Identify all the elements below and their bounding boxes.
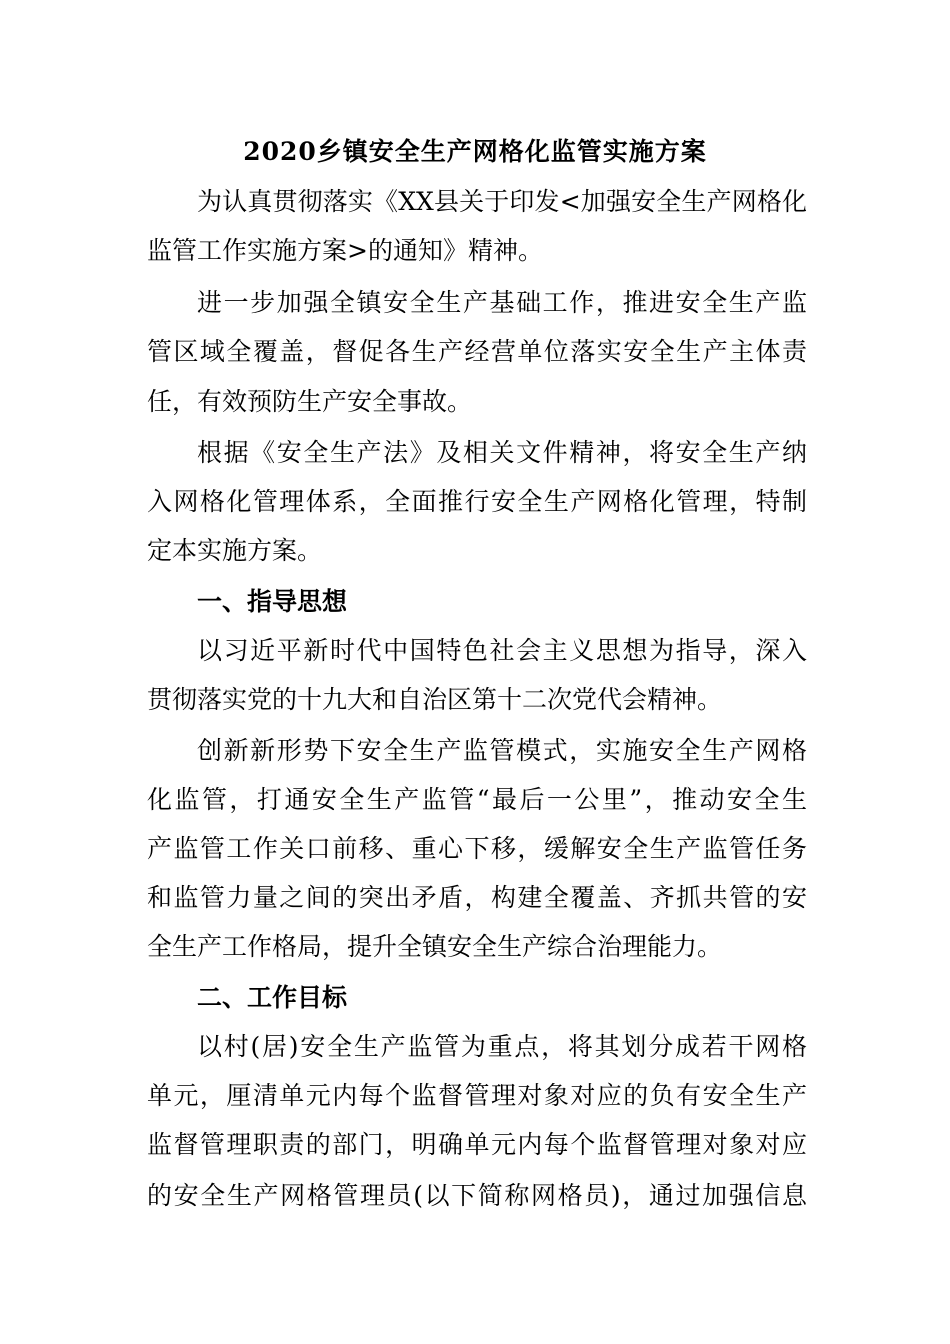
paragraph-line: 根据《安全生产法》及相关文件精神，将安全生产纳 <box>197 438 807 467</box>
paragraph-line: 以习近平新时代中国特色社会主义思想为指导，深入 <box>197 636 807 665</box>
paragraph-line: 管区域全覆盖，督促各生产经营单位落实安全生产主体责 <box>147 337 807 366</box>
paragraph-line: 化监管，打通安全生产监管“最后一公里”，推动安全生 <box>147 785 807 814</box>
section-heading: 二、工作目标 <box>197 983 348 1012</box>
paragraph-line: 创新新形势下安全生产监管模式，实施安全生产网格 <box>197 736 807 765</box>
section-heading: 一、指导思想 <box>197 587 348 616</box>
paragraph-line: 的安全生产网格管理员(以下简称网格员)，通过加强信息 <box>147 1181 807 1210</box>
paragraph-line: 单元，厘清单元内每个监督管理对象对应的负有安全生产 <box>147 1081 807 1110</box>
paragraph-line: 监管工作实施方案>的通知》精神。 <box>147 236 543 265</box>
document-title: 2020乡镇安全生产网格化监管实施方案 <box>243 137 707 166</box>
paragraph-line: 为认真贯彻落实《XX县关于印发<加强安全生产网格化 <box>197 187 807 216</box>
paragraph-line: 和监管力量之间的突出矛盾，构建全覆盖、齐抓共管的安 <box>147 883 807 912</box>
paragraph-line: 全生产工作格局，提升全镇安全生产综合治理能力。 <box>147 932 723 961</box>
paragraph-line: 监督管理职责的部门，明确单元内每个监督管理对象对应 <box>147 1130 807 1159</box>
paragraph-line: 进一步加强全镇安全生产基础工作，推进安全生产监 <box>197 288 807 317</box>
paragraph-line: 入网格化管理体系，全面推行安全生产网格化管理，特制 <box>147 487 807 516</box>
paragraph-line: 以村(居)安全生产监管为重点，将其划分成若干网格 <box>197 1032 807 1061</box>
paragraph-line: 贯彻落实党的十九大和自治区第十二次党代会精神。 <box>147 685 723 714</box>
paragraph-line: 任，有效预防生产安全事故。 <box>147 387 473 416</box>
paragraph-line: 定本实施方案。 <box>147 536 323 565</box>
paragraph-line: 产监管工作关口前移、重心下移，缓解安全生产监管任务 <box>147 834 807 863</box>
